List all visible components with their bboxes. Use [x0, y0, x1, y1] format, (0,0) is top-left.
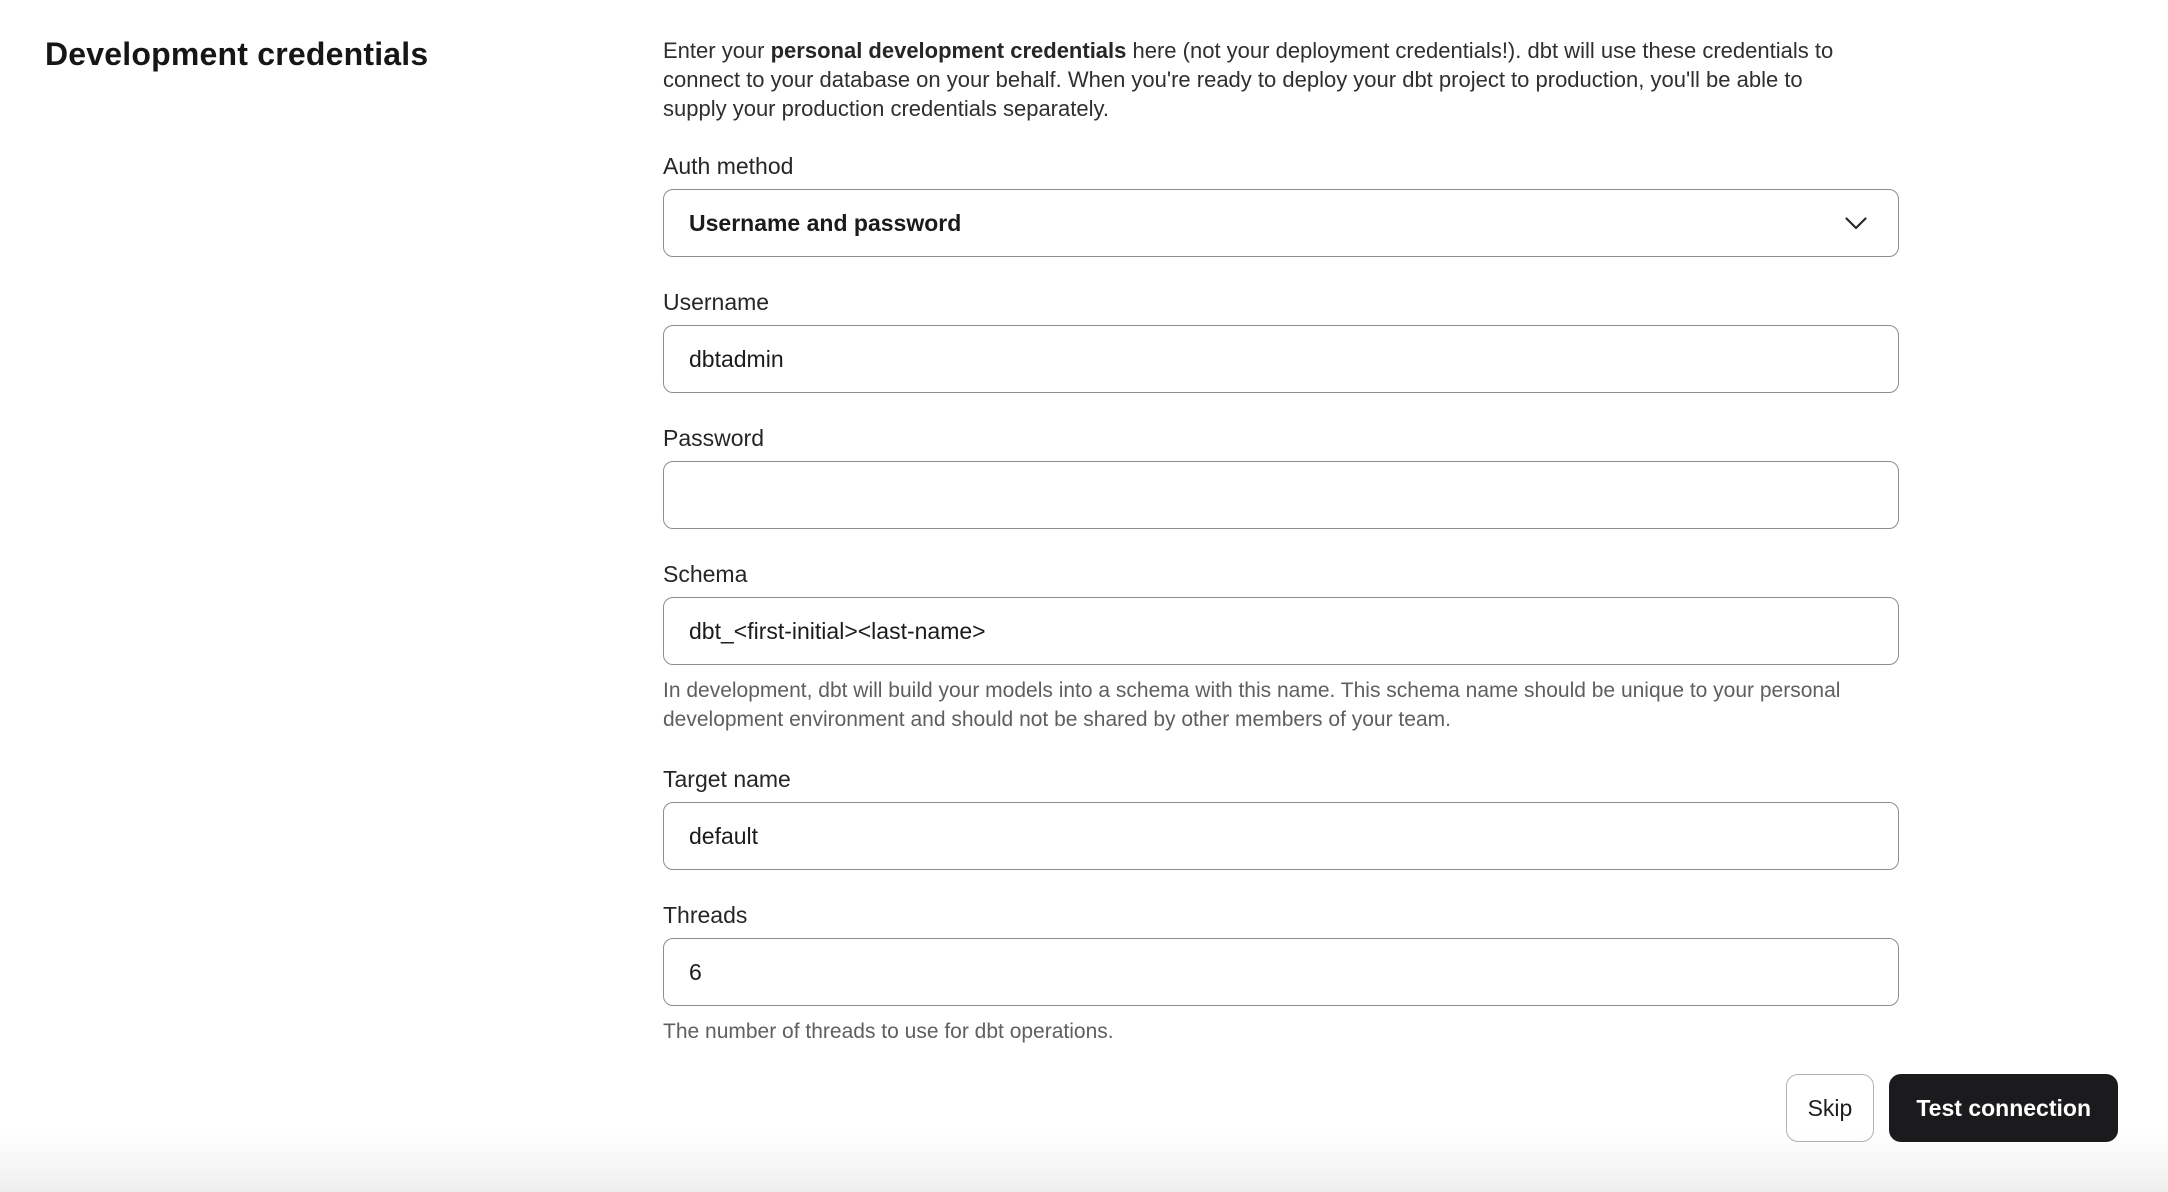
- chevron-down-icon: [1845, 217, 1867, 230]
- credentials-form: [663, 36, 1899, 1078]
- auth-method-selected-value: Username and password: [689, 209, 962, 236]
- schema-label: Schema: [663, 561, 748, 587]
- schema-input[interactable]: [663, 597, 1899, 665]
- intro-text-bold: personal development credentials: [770, 38, 1127, 63]
- target-name-label: Target name: [663, 766, 791, 792]
- test-connection-button[interactable]: Test connection: [1889, 1074, 2118, 1142]
- threads-field-group: [663, 902, 1899, 1046]
- section-title-column: [45, 36, 663, 73]
- auth-method-select[interactable]: [663, 189, 1899, 257]
- password-input[interactable]: [663, 461, 1899, 529]
- skip-button[interactable]: Skip: [1786, 1074, 1875, 1142]
- threads-input[interactable]: [663, 938, 1899, 1006]
- page-title: Development credentials: [45, 36, 429, 72]
- schema-helper-text: In development, dbt will build your models into a schema with this name. This schema name should be unique to your personal development environment and should not be shared by other members of your team.: [663, 679, 1841, 731]
- password-field-group: [663, 425, 1899, 529]
- intro-text: [663, 36, 1855, 123]
- intro-text-pre: Enter your: [663, 38, 771, 63]
- schema-field-group: [663, 561, 1899, 734]
- target-name-input[interactable]: [663, 802, 1899, 870]
- auth-method-field: [663, 153, 1899, 257]
- username-field-group: [663, 289, 1899, 393]
- intro-text-post: here (not your deployment credentials!). dbt will use these credentials to connect to your database on your behalf. When you're ready to deploy your dbt project to production, you'll be able to supply your production credentials separately.: [663, 38, 1834, 121]
- threads-label: Threads: [663, 902, 748, 928]
- threads-helper-text: The number of threads to use for dbt operations.: [663, 1020, 1114, 1043]
- footer-actions: [1786, 1074, 2118, 1142]
- username-input[interactable]: [663, 325, 1899, 393]
- password-label: Password: [663, 425, 764, 451]
- auth-method-label: Auth method: [663, 153, 794, 179]
- target-name-field-group: [663, 766, 1899, 870]
- username-label: Username: [663, 289, 770, 315]
